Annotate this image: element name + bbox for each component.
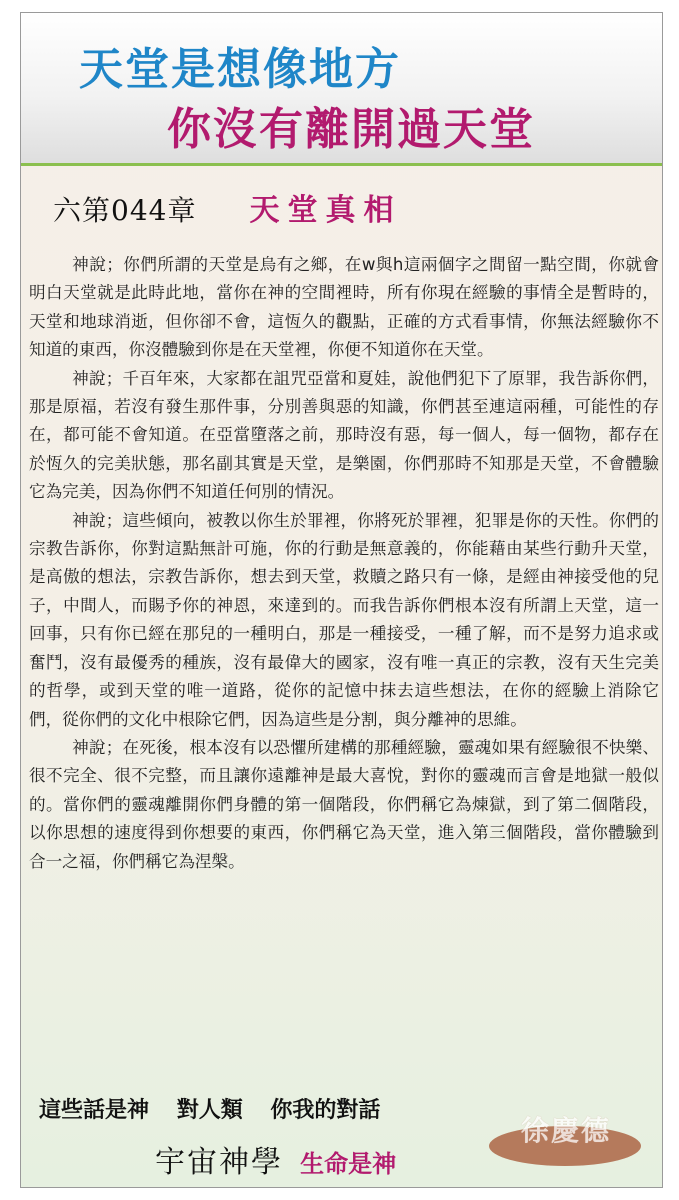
title-line-1: 天堂是想像地方 — [79, 44, 401, 95]
chapter-number: 六第044章 — [53, 194, 197, 227]
chapter-heading — [53, 185, 402, 228]
article-body — [29, 251, 659, 876]
tagline-part-3: 你我的對話 — [270, 1097, 381, 1123]
tagline-part-1: 這些話是神 — [39, 1097, 150, 1123]
article-card — [20, 12, 663, 1188]
paragraph-4: 神說；在死後，根本沒有以恐懼所建構的那種經驗，靈魂如果有經驗很不快樂、很不完全、很不完整，而且讓你遠離神是最大喜悅，對你的靈魂而言會是地獄一般似的。當你們的靈魂離開你們身體的第一個階段，你們稱它為煉獄，到了第二個階段，以你思想的速度得到你想要的東西，你們稱它為天堂，進入第三個階段，當你體驗到合一之福，你們稱它為涅槃。 — [29, 737, 659, 871]
author-signature: 徐慶德 — [521, 1114, 612, 1147]
brand-subtitle: 生命是神 — [300, 1149, 397, 1178]
brand-name: 宇宙神學 — [155, 1145, 283, 1180]
header-banner — [21, 13, 662, 166]
paragraph-1: 神說；你們所謂的天堂是烏有之鄉，在w與h這兩個字之間留一點空間，你就會明白天堂就是此時此地，當你在神的空間裡時，所有你現在經驗的事情全是暫時的，天堂和地球消逝，但你卻不會，這恆久的觀點，正確的方式看事情，你無法經驗你不知道的東西，你沒體驗到你是在天堂裡，你便不知道你在天堂。 — [29, 255, 659, 360]
footer-tagline — [39, 1093, 400, 1124]
footer-brand — [155, 1137, 396, 1181]
title-line-2: 你沒有離開過天堂 — [167, 104, 535, 155]
paragraph-3: 神說；這些傾向，被教以你生於罪裡，你將死於罪裡，犯罪是你的天性。你們的宗教告訴你，你對這點無計可施，你的行動是無意義的，你能藉由某些行動升天堂，是高傲的想法，宗教告訴你，想去到天堂，救贖之路只有一條，是經由神接受他的兒子，中間人，而賜予你的神恩，來達到的。而我告訴你們根本沒有所謂上天堂，這一回事，只有你已經在那兒的一種明白，那是一種接受，一種了解，而不是努力追求或奮鬥，沒有最優秀的種族，沒有最偉大的國家，沒有唯一真正的宗教，沒有天生完美的哲學，或到天堂的唯一道路，從你的記憶中抹去這些想法，在你的經驗上消除它們，從你們的文化中根除它們，因為這些是分割，與分離神的思維。 — [29, 510, 659, 729]
tagline-part-2: 對人類 — [176, 1097, 243, 1123]
chapter-title: 天堂真相 — [249, 193, 402, 228]
paragraph-2: 神說；千百年來，大家都在詛咒亞當和夏娃，說他們犯下了原罪，我告訴你們，那是原福，若沒有發生那件事，分別善與惡的知識，你們甚至連這兩種，可能性的存在，都可能不會知道。在亞當墮落之前，那時沒有惡，每一個人，每一個物，都存在於恆久的完美狀態，那名副其實是天堂，是樂園，你們那時不知那是天堂，不會體驗它為完美，因為你們不知道任何別的情況。 — [29, 368, 659, 502]
